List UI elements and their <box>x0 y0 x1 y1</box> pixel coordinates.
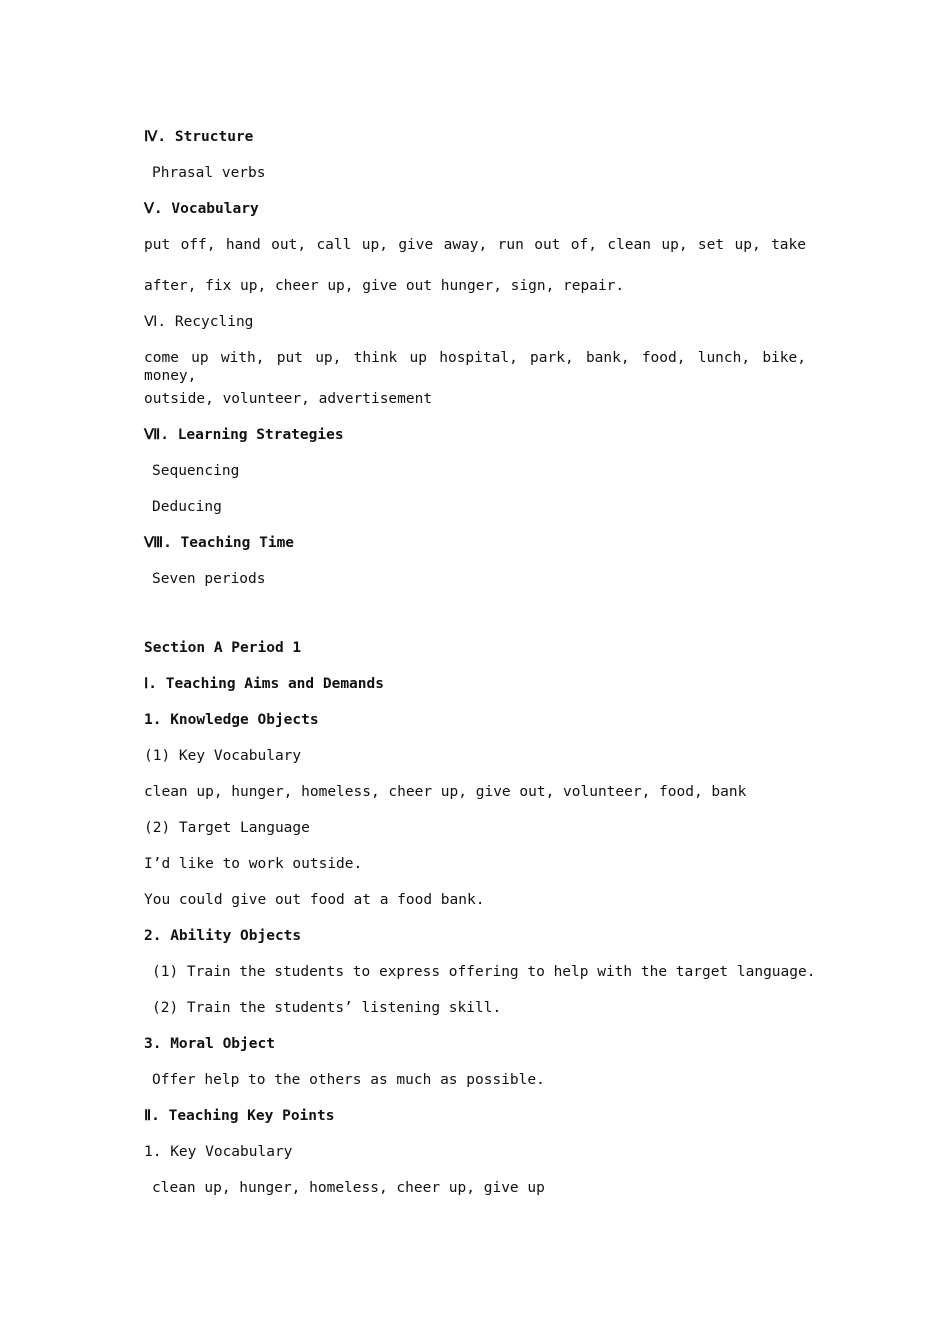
teaching-time-text: Seven periods <box>152 571 266 587</box>
heading-structure: Ⅳ. Structure <box>144 129 254 145</box>
vocabulary-line-2: after, fix up, cheer up, give out hunger, sign, repair. <box>144 278 625 294</box>
ability-object-2: (2) Train the students’ listening skill. <box>152 1000 502 1016</box>
target-language-line-2: You could give out food at a food bank. <box>144 892 485 908</box>
heading-teaching-aims: Ⅰ. Teaching Aims and Demands <box>144 676 384 692</box>
subheading-target-language: (2) Target Language <box>144 820 310 836</box>
heading-recycling: Ⅵ. Recycling <box>144 314 254 330</box>
heading-knowledge-objects: 1. Knowledge Objects <box>144 712 319 728</box>
heading-teaching-time: Ⅷ. Teaching Time <box>144 535 295 551</box>
heading-moral-object: 3. Moral Object <box>144 1036 275 1052</box>
recycling-line-1: come up with, put up, think up hospital, park, bank, food, lunch, bike, money, <box>144 350 806 384</box>
target-language-line-1: I’d like to work outside. <box>144 856 363 872</box>
key-vocabulary-text: clean up, hunger, homeless, cheer up, give out, volunteer, food, bank <box>144 784 747 800</box>
heading-vocabulary: Ⅴ. Vocabulary <box>144 201 259 217</box>
recycling-line-2: outside, volunteer, advertisement <box>144 391 433 407</box>
heading-learning-strategies: Ⅶ. Learning Strategies <box>144 427 344 443</box>
section-title: Section A Period 1 <box>144 640 302 656</box>
vocabulary-line-1: put off, hand out, call up, give away, run out of, clean up, set up, take <box>144 237 806 253</box>
heading-ability-objects: 2. Ability Objects <box>144 928 302 944</box>
key-points-vocabulary-text: clean up, hunger, homeless, cheer up, give up <box>152 1180 545 1196</box>
subheading-key-vocabulary: (1) Key Vocabulary <box>144 748 302 764</box>
structure-text: Phrasal verbs <box>152 165 266 181</box>
heading-teaching-key-points: Ⅱ. Teaching Key Points <box>144 1108 335 1124</box>
strategy-deducing: Deducing <box>152 499 222 515</box>
moral-object-text: Offer help to the others as much as possible. <box>152 1072 545 1088</box>
ability-object-1: (1) Train the students to express offering to help with the target language. <box>152 964 816 980</box>
subheading-key-vocabulary-2: 1. Key Vocabulary <box>144 1144 293 1160</box>
strategy-sequencing: Sequencing <box>152 463 240 479</box>
